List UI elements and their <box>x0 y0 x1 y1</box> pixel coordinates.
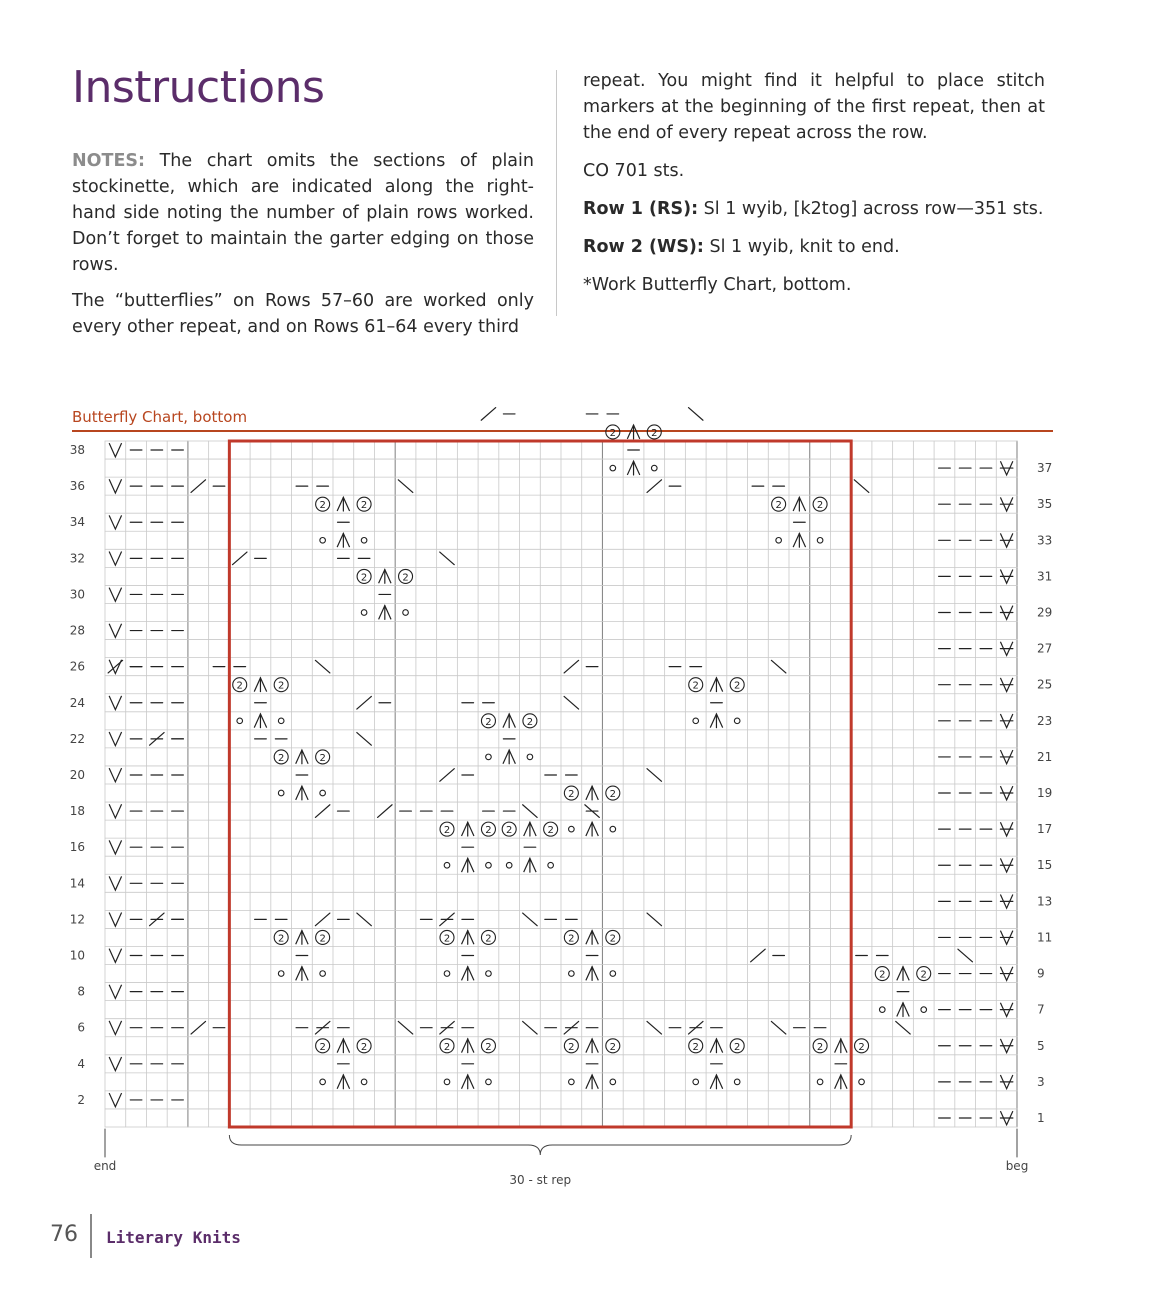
right-slant-icon <box>647 1021 662 1034</box>
yarn-over-icon <box>361 537 367 543</box>
twisted-2-label: 2 <box>733 1041 741 1053</box>
right-slant-icon <box>315 660 330 673</box>
row-number-left: 28 <box>69 623 85 638</box>
yarn-over-icon <box>569 1079 575 1085</box>
twisted-2-label: 2 <box>277 680 285 692</box>
twisted-2-label: 2 <box>277 933 285 945</box>
twisted-2-label: 2 <box>360 1041 368 1053</box>
row-number-left: 24 <box>69 695 85 710</box>
row-number-left: 6 <box>77 1020 85 1035</box>
twisted-2-label: 2 <box>858 1041 865 1053</box>
yarn-over-icon <box>237 718 243 724</box>
repeat-paragraph: repeat. You might find it helpful to place stitch markers at the beginning of the first repeat, then at the end of every repeat across the row. <box>583 71 1045 143</box>
row2-label: Row 2 (WS): <box>583 237 704 257</box>
row-number-left: 26 <box>69 659 85 674</box>
yarn-over-icon <box>278 790 284 796</box>
repeat-brace <box>229 1135 851 1155</box>
row-number-left: 22 <box>69 731 85 746</box>
row-number-right: 3 <box>1037 1074 1045 1089</box>
left-slant-icon <box>232 552 247 565</box>
twisted-2-label: 2 <box>775 500 782 512</box>
row-number-right: 19 <box>1037 786 1053 801</box>
twisted-2-label: 2 <box>360 572 368 584</box>
slip-icon <box>109 804 121 818</box>
right-slant-icon <box>357 733 372 746</box>
row-number-right: 37 <box>1037 461 1053 476</box>
row-number-left: 38 <box>69 443 85 458</box>
twisted-2-label: 2 <box>485 825 492 837</box>
yarn-over-icon <box>320 790 326 796</box>
row2-text: Sl 1 wyib, knit to end. <box>703 237 900 257</box>
twisted-2-label: 2 <box>733 680 741 692</box>
slip-icon <box>109 1093 121 1107</box>
yarn-over-icon <box>817 1079 823 1085</box>
twisted-2-label: 2 <box>360 500 368 512</box>
yarn-over-icon <box>444 862 450 868</box>
row-number-right: 25 <box>1037 677 1053 692</box>
slip-icon <box>109 696 121 710</box>
twisted-2-label: 2 <box>277 752 285 764</box>
left-slant-icon <box>440 769 455 782</box>
right-slant-icon <box>440 552 455 565</box>
yarn-over-icon <box>651 465 657 471</box>
slip-icon <box>109 913 121 927</box>
yarn-over-icon <box>361 610 367 616</box>
yarn-over-icon <box>548 862 554 868</box>
yarn-over-icon <box>610 971 616 977</box>
right-slant-icon <box>523 805 538 818</box>
left-slant-icon <box>378 805 393 818</box>
row-number-right: 33 <box>1037 533 1053 548</box>
twisted-2-label: 2 <box>920 969 927 981</box>
slip-icon <box>109 985 121 999</box>
yarn-over-icon <box>610 465 616 471</box>
right-slant-icon <box>357 913 372 926</box>
row1-label: Row 1 (RS): <box>583 199 699 219</box>
slip-icon <box>109 551 121 565</box>
row-number-right: 13 <box>1037 894 1053 909</box>
yarn-over-icon <box>610 826 616 832</box>
yarn-over-icon <box>486 862 492 868</box>
left-slant-icon <box>481 408 496 421</box>
twisted-2-label: 2 <box>609 789 617 801</box>
yarn-over-icon <box>610 1079 616 1085</box>
label-beg: beg <box>1005 1159 1029 1173</box>
page-title: Instructions <box>72 62 325 113</box>
slip-icon <box>109 624 121 638</box>
twisted-2-label: 2 <box>547 825 554 837</box>
twisted-2-label: 2 <box>402 572 409 584</box>
yarn-over-icon <box>486 754 492 760</box>
right-slant-icon <box>688 408 703 421</box>
yarn-over-icon <box>734 718 740 724</box>
row-number-right: 5 <box>1037 1038 1045 1053</box>
row-number-right: 21 <box>1037 749 1053 764</box>
twisted-2-label: 2 <box>443 1041 451 1053</box>
row-number-left: 16 <box>69 840 85 855</box>
yarn-over-icon <box>444 971 450 977</box>
row-number-left: 32 <box>69 551 85 566</box>
row-number-right: 31 <box>1037 569 1053 584</box>
right-slant-icon <box>647 913 662 926</box>
right-slant-icon <box>398 1021 413 1034</box>
yarn-over-icon <box>403 610 409 616</box>
yarn-over-icon <box>444 1079 450 1085</box>
slip-icon <box>109 1021 121 1035</box>
left-slant-icon <box>315 805 330 818</box>
label-end: end <box>93 1159 117 1173</box>
twisted-2-label: 2 <box>568 789 575 801</box>
yarn-over-icon <box>320 1079 326 1085</box>
twisted-2-label: 2 <box>609 1041 617 1053</box>
left-slant-icon <box>564 660 579 673</box>
row-number-left: 18 <box>69 804 85 819</box>
twisted-2-label: 2 <box>568 933 575 945</box>
twisted-2-label: 2 <box>443 933 451 945</box>
right-slant-icon <box>958 949 973 962</box>
yarn-over-icon <box>569 971 575 977</box>
twisted-2-label: 2 <box>319 752 326 764</box>
twisted-2-label: 2 <box>692 680 699 692</box>
right-slant-icon <box>523 1021 538 1034</box>
yarn-over-icon <box>278 718 284 724</box>
twisted-2-label: 2 <box>236 680 243 692</box>
twisted-2-label: 2 <box>568 1041 575 1053</box>
right-slant-icon <box>771 1021 786 1034</box>
row-number-right: 7 <box>1037 1002 1045 1017</box>
twisted-2-label: 2 <box>319 933 326 945</box>
row-number-left: 36 <box>69 479 85 494</box>
left-slant-icon <box>647 480 662 493</box>
yarn-over-icon <box>278 971 284 977</box>
yarn-over-icon <box>879 1007 885 1013</box>
right-slant-icon <box>564 696 579 709</box>
slip-icon <box>109 479 121 493</box>
row-number-right: 1 <box>1037 1110 1045 1125</box>
yarn-over-icon <box>817 537 823 543</box>
twisted-2-label: 2 <box>879 969 886 981</box>
right-slant-icon <box>896 1021 911 1034</box>
chart-title: Butterfly Chart, bottom <box>72 408 248 426</box>
slip-icon <box>109 732 121 746</box>
right-slant-icon <box>854 480 869 493</box>
left-slant-icon <box>191 480 206 493</box>
twisted-2-label: 2 <box>651 427 658 439</box>
yarn-over-icon <box>693 718 699 724</box>
yarn-over-icon <box>734 1079 740 1085</box>
yarn-over-icon <box>569 826 575 832</box>
footer-divider <box>90 1214 92 1258</box>
yarn-over-icon <box>506 862 512 868</box>
slip-icon <box>109 876 121 890</box>
yarn-over-icon <box>320 537 326 543</box>
row-number-right: 9 <box>1037 966 1045 981</box>
yarn-over-icon <box>486 1079 492 1085</box>
page-number: 76 <box>50 1222 78 1247</box>
yarn-over-icon <box>693 1079 699 1085</box>
slip-icon <box>109 515 121 529</box>
twisted-2-label: 2 <box>526 716 534 728</box>
row-number-left: 4 <box>77 1056 85 1071</box>
yarn-over-icon <box>859 1079 865 1085</box>
left-slant-icon <box>191 1021 206 1034</box>
yarn-over-icon <box>320 971 326 977</box>
twisted-2-label: 2 <box>319 1041 326 1053</box>
row1-text: Sl 1 wyib, [k2tog] across row—351 sts. <box>698 199 1044 219</box>
twisted-2-label: 2 <box>609 427 617 439</box>
right-slant-icon <box>771 660 786 673</box>
left-slant-icon <box>315 913 330 926</box>
notes-label: NOTES: <box>72 151 146 171</box>
right-slant-icon <box>647 769 662 782</box>
twisted-2-label: 2 <box>692 1041 699 1053</box>
repeat-label: 30 - st rep <box>509 1173 572 1187</box>
left-slant-icon <box>751 949 766 962</box>
row-number-left: 12 <box>69 912 85 927</box>
twisted-2-label: 2 <box>609 933 617 945</box>
row-number-right: 35 <box>1037 497 1053 512</box>
row-number-left: 14 <box>69 876 85 891</box>
row-number-right: 29 <box>1037 605 1053 620</box>
left-slant-icon <box>357 696 372 709</box>
notes-text: The chart omits the sections of plain stockinette, which are indicated along the right-hand side noting the number of plain rows worked. Don’t forget to maintain the garter edging on those rows. <box>72 151 534 275</box>
twisted-2-label: 2 <box>816 1041 824 1053</box>
cast-on-instruction: CO 701 sts. <box>583 161 685 181</box>
yarn-over-icon <box>527 754 533 760</box>
twisted-2-label: 2 <box>505 825 513 837</box>
twisted-2-label: 2 <box>319 500 326 512</box>
twisted-2-label: 2 <box>816 500 824 512</box>
row-number-right: 15 <box>1037 858 1053 873</box>
slip-icon <box>109 840 121 854</box>
row-number-left: 20 <box>69 767 85 782</box>
right-slant-icon <box>398 480 413 493</box>
work-chart-instruction: *Work Butterfly Chart, bottom. <box>583 275 852 295</box>
row-number-left: 34 <box>69 515 85 530</box>
row-number-right: 23 <box>1037 713 1053 728</box>
twisted-2-label: 2 <box>443 825 451 837</box>
yarn-over-icon <box>776 537 782 543</box>
twisted-2-label: 2 <box>485 716 492 728</box>
row-number-right: 27 <box>1037 641 1053 656</box>
twisted-2-label: 2 <box>485 1041 492 1053</box>
yarn-over-icon <box>921 1007 927 1013</box>
row-number-left: 8 <box>77 984 85 999</box>
yarn-over-icon <box>486 971 492 977</box>
row-number-right: 17 <box>1037 822 1053 837</box>
slip-icon <box>109 768 121 782</box>
slip-icon <box>109 588 121 602</box>
slip-icon <box>109 949 121 963</box>
yarn-over-icon <box>361 1079 367 1085</box>
slip-icon <box>109 1057 121 1071</box>
book-title: Literary Knits <box>106 1228 241 1247</box>
slip-icon <box>109 443 121 457</box>
butterflies-paragraph: The “butterflies” on Rows 57–60 are worked only every other repeat, and on Rows 61–64 every third <box>72 291 534 337</box>
row-number-right: 11 <box>1037 930 1053 945</box>
row-number-left: 30 <box>69 587 85 602</box>
row-number-left: 10 <box>69 948 85 963</box>
right-slant-icon <box>523 913 538 926</box>
row-number-left: 2 <box>77 1092 85 1107</box>
twisted-2-label: 2 <box>485 933 492 945</box>
